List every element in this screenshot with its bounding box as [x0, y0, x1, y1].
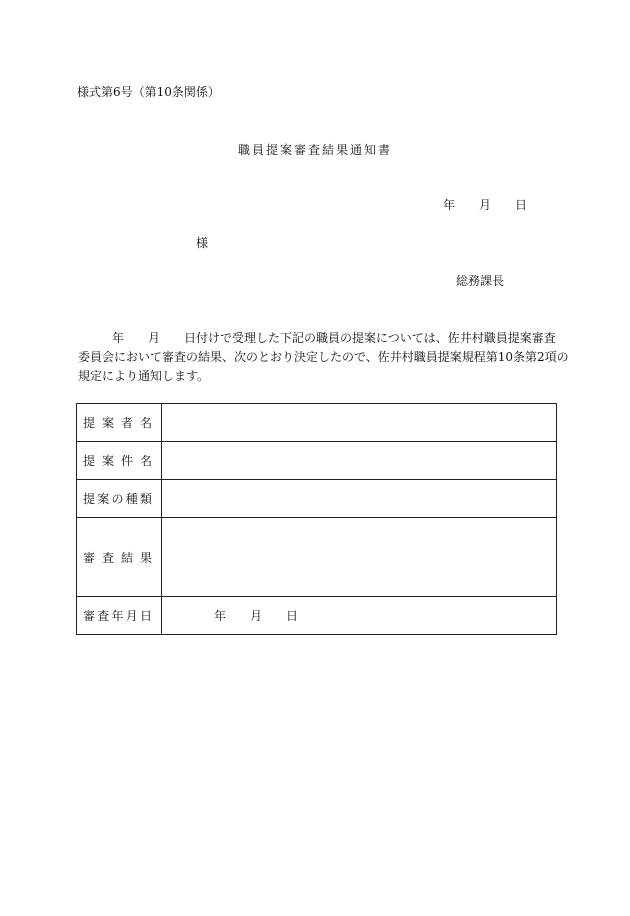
proposal-record-table — [76, 403, 557, 635]
proposer-name-field[interactable] — [162, 404, 557, 442]
review-date-day: 日 — [286, 609, 299, 623]
proposal-type-label: 提案の種類 — [77, 480, 162, 518]
issue-date-year: 年 — [443, 198, 456, 212]
table-row — [77, 597, 557, 635]
proposal-title-label: 提案件名 — [77, 442, 162, 480]
review-date-month: 月 — [250, 609, 263, 623]
table-row — [77, 442, 557, 480]
body-line-1 — [78, 329, 558, 348]
sender: 総務課長 — [456, 274, 505, 288]
table-row — [77, 480, 557, 518]
body-text — [78, 329, 569, 386]
proposal-type-field[interactable] — [162, 480, 557, 518]
form-number: 様式第6号（第10条関係） — [77, 85, 220, 99]
table-row — [77, 518, 557, 597]
body-year: 年 — [112, 331, 125, 345]
document-title: 職員提案審査結果通知書 — [237, 143, 392, 157]
body-line-3: 規定により通知します。 — [78, 369, 210, 383]
review-date-year: 年 — [214, 609, 227, 623]
review-result-label: 審査結果 — [77, 518, 162, 597]
proposer-name-label: 提案者名 — [77, 404, 162, 442]
body-line-2: 委員会において審査の結果、次のとおり決定したので、佐井村職員提案規程第10条第2項の — [78, 350, 569, 364]
addressee: 様 — [196, 236, 209, 250]
review-result-field[interactable] — [162, 518, 557, 597]
issue-date-month: 月 — [479, 198, 492, 212]
proposal-title-field[interactable] — [162, 442, 557, 480]
body-month: 月 — [148, 331, 161, 345]
issue-date — [443, 197, 527, 213]
issue-date-day: 日 — [515, 198, 528, 212]
table-row — [77, 404, 557, 442]
body-line-1-text: 日付けで受理した下記の職員の提案については、佐井村職員提案審査 — [184, 331, 556, 345]
review-date-field[interactable] — [162, 597, 557, 635]
review-date-label: 審査年月日 — [77, 597, 162, 635]
